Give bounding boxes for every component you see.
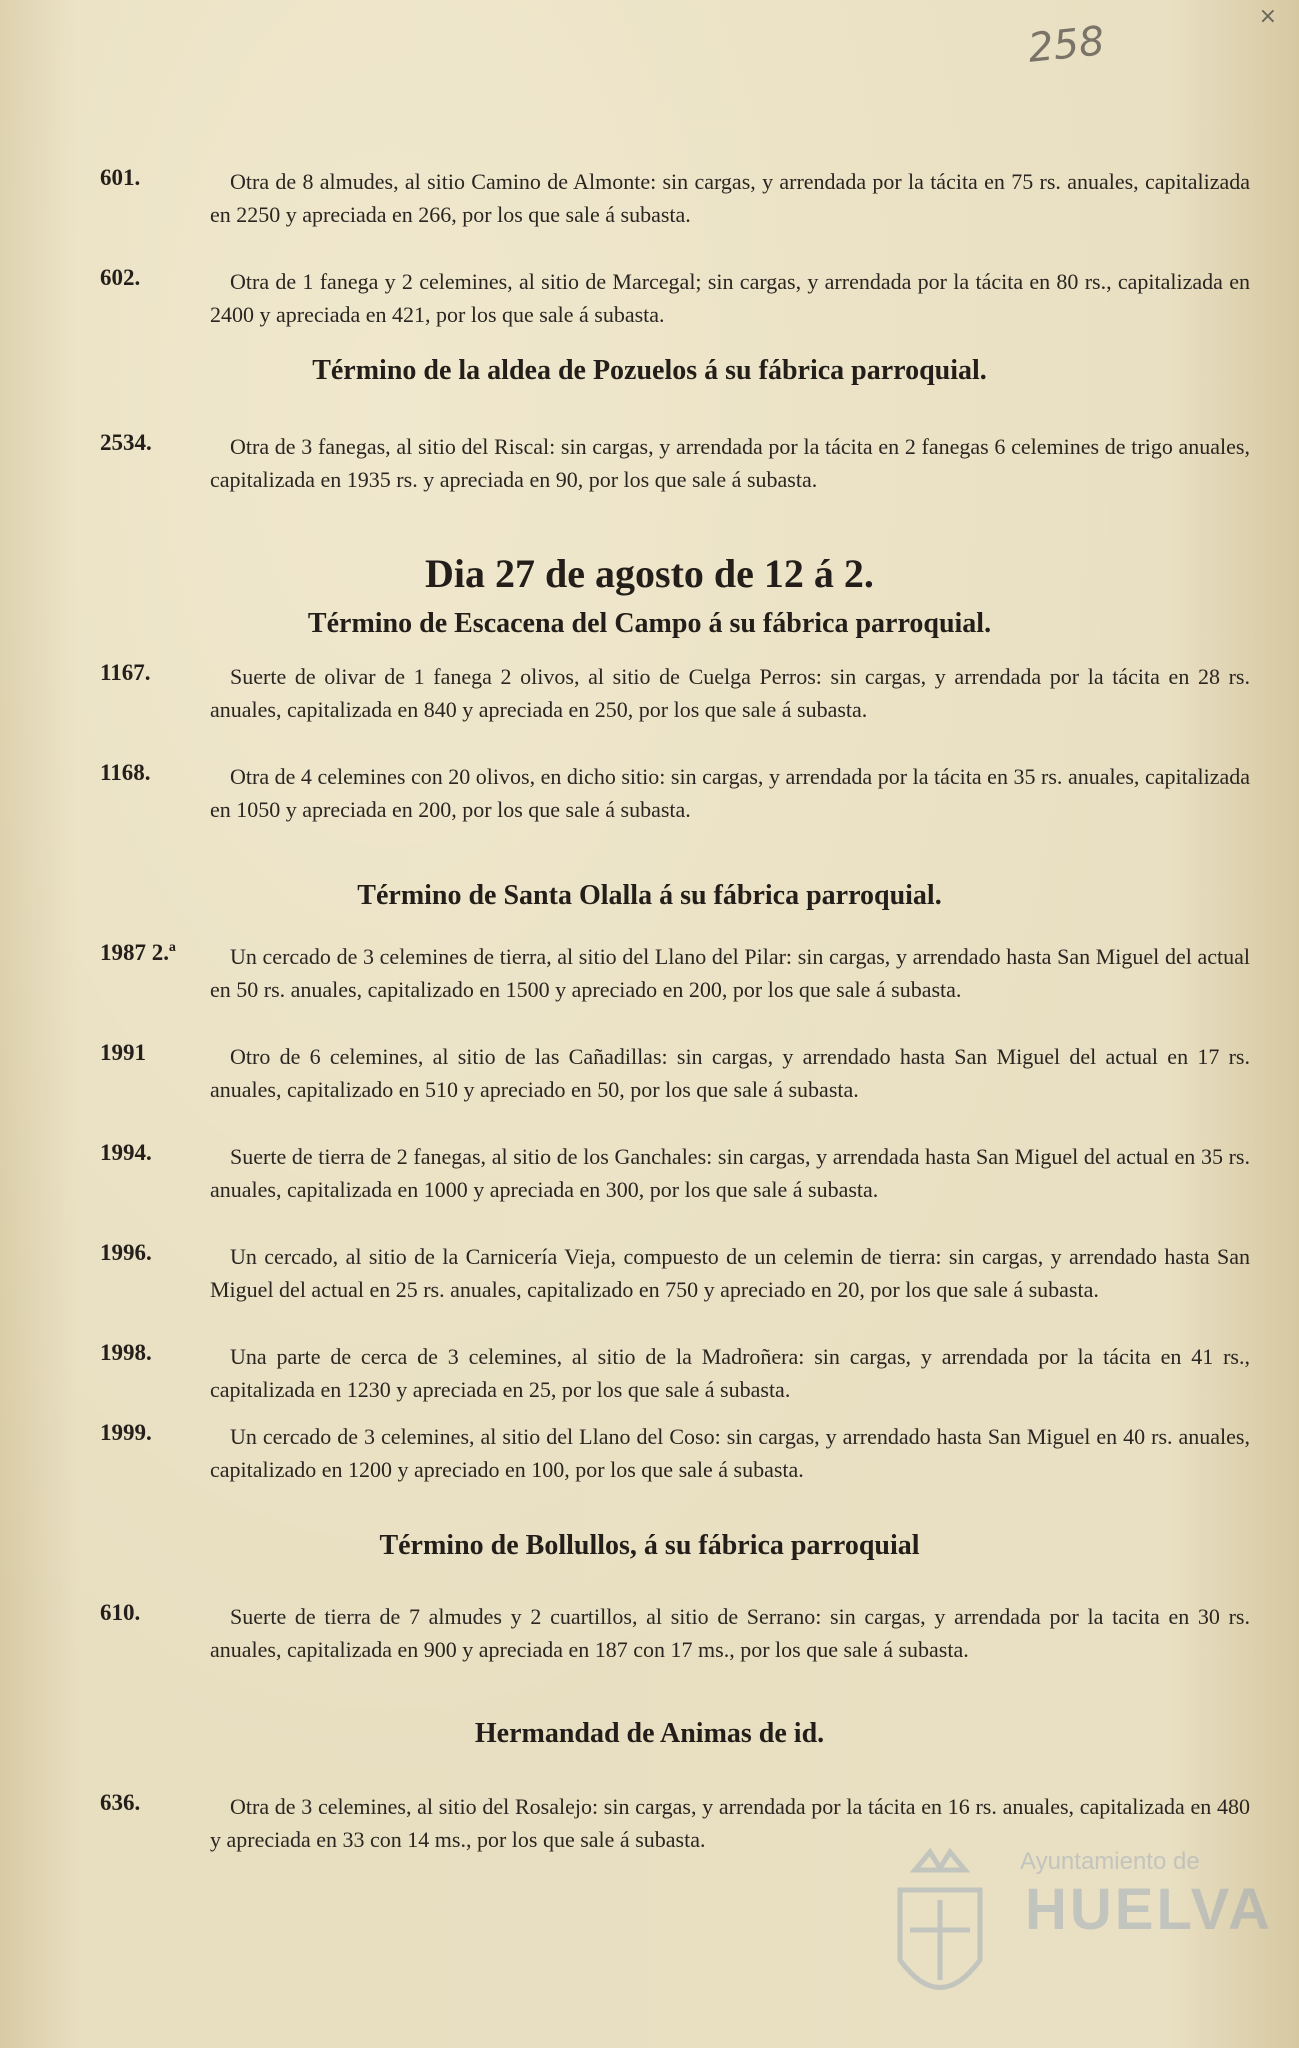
entry-number: 636. [100, 1790, 141, 1815]
entry-1994 [100, 1140, 1260, 1206]
heading-hermandad: Hermandad de Animas de id. [474, 1718, 825, 1749]
handwritten-page-number: 258 [1025, 18, 1107, 72]
heading-bollullos: Término de Bollullos, á su fábrica parroquial [379, 1530, 920, 1561]
watermark-line2: HUELVA [1025, 1877, 1273, 1942]
corner-mark: × [1258, 4, 1277, 29]
entry-number: 1998. [100, 1340, 152, 1365]
entry-number: 1996. [100, 1240, 152, 1265]
entry-number: 1999. [100, 1420, 152, 1445]
entry-number: 2534. [100, 430, 152, 455]
heading-escacena: Término de Escacena del Campo á su fábrica parroquial. [307, 608, 992, 639]
entry-1167 [100, 660, 1260, 726]
entry-610 [100, 1600, 1260, 1666]
entry-text: Otro de 6 celemines, al sitio de las Cañadillas: sin cargas, y arrendado hasta San Miguel del actual en 17 rs. anuales, capitalizado en 510 y apreciado en 50, por los que sale á subasta. [210, 1044, 1250, 1102]
huelva-watermark [880, 1840, 1273, 2030]
entry-number: 610. [100, 1600, 141, 1625]
entry-text: Suerte de olivar de 1 fanega 2 olivos, al sitio de Cuelga Perros: sin cargas, y arrendada por la tácita en 28 rs. anuales, capitalizada en 840 y apreciada en 250, por los que sale á subasta. [210, 664, 1250, 722]
watermark-line1: Ayuntamiento de [1020, 1848, 1200, 1875]
day-heading: Dia 27 de agosto de 12 á 2. [425, 551, 874, 596]
entry-text: Suerte de tierra de 2 fanegas, al sitio de los Ganchales: sin cargas, y arrendada hasta San Miguel del actual en 35 rs. anuales, capitalizada en 1000 y apreciada en 300, por los que sale á subasta. [210, 1144, 1250, 1202]
entry-602 [100, 265, 1260, 331]
entry-number: 602. [100, 265, 141, 290]
entry-2534 [100, 430, 1260, 496]
entry-601 [100, 165, 1260, 231]
entry-1991 [100, 1040, 1260, 1106]
entry-1996 [100, 1240, 1260, 1306]
entry-text: Un cercado, al sitio de la Carnicería Vieja, compuesto de un celemin de tierra: sin cargas, y arrendado hasta San Miguel del actual en 25 rs. anuales, capitalizado en 750 y apreciado en 20, por los que sale á subasta. [210, 1244, 1250, 1302]
entry-1168 [100, 760, 1260, 826]
heading-santa-olalla: Término de Santa Olalla á su fábrica parroquial. [357, 880, 942, 911]
coat-of-arms-icon [880, 1840, 1000, 2030]
entry-text: Otra de 4 celemines con 20 olivos, en dicho sitio: sin cargas, y arrendada por la tácita en 35 rs. anuales, capitalizada en 1050 y apreciada en 200, por los que sale á subasta. [210, 764, 1250, 822]
entry-text: Otra de 8 almudes, al sitio Camino de Almonte: sin cargas, y arrendada por la tácita en 75 rs. anuales, capitalizada en 2250 y apreciada en 266, por los que sale á subasta. [210, 169, 1250, 227]
entry-1999 [100, 1420, 1260, 1486]
entry-1987 [100, 940, 1260, 1006]
entry-number: 1987 2.ª [100, 940, 176, 965]
entry-number: 1167. [100, 660, 151, 685]
entry-number: 601. [100, 165, 141, 190]
entry-1998 [100, 1340, 1260, 1406]
entry-number: 1168. [100, 760, 151, 785]
entry-text: Una parte de cerca de 3 celemines, al sitio de la Madroñera: sin cargas, y arrendada por la tácita en 41 rs., capitalizada en 1230 y apreciada en 25, por los que sale á subasta. [210, 1344, 1250, 1402]
entry-text: Un cercado de 3 celemines, al sitio del Llano del Coso: sin cargas, y arrendado hasta San Miguel en 40 rs. anuales, capitalizado en 1200 y apreciado en 100, por los que sale á subasta. [210, 1424, 1250, 1482]
heading-pozuelos: Término de la aldea de Pozuelos á su fábrica parroquial. [312, 355, 987, 386]
entry-text: Suerte de tierra de 7 almudes y 2 cuartillos, al sitio de Serrano: sin cargas, y arrendada por la tacita en 30 rs. anuales, capitalizada en 900 y apreciada en 187 con 17 ms., por los que sale á subasta. [210, 1604, 1250, 1662]
entry-number: 1994. [100, 1140, 152, 1165]
entry-text: Otra de 3 celemines, al sitio del Rosalejo: sin cargas, y arrendada por la tácita en 16 rs. anuales, capitalizada en 480 y apreciada en 33 con 14 ms., por los que sale á subasta. [210, 1794, 1250, 1852]
entry-number: 1991 [100, 1040, 146, 1065]
entry-text: Un cercado de 3 celemines de tierra, al sitio del Llano del Pilar: sin cargas, y arrendado hasta San Miguel del actual en 50 rs. anuales, capitalizado en 1500 y apreciado en 200, por los que sale á subasta. [210, 944, 1250, 1002]
entry-text: Otra de 1 fanega y 2 celemines, al sitio de Marcegal; sin cargas, y arrendada por la tácita en 80 rs., capitalizada en 2400 y apreciada en 421, por los que sale á subasta. [210, 269, 1250, 327]
entry-text: Otra de 3 fanegas, al sitio del Riscal: sin cargas, y arrendada por la tácita en 2 fanegas 6 celemines de trigo anuales, capitalizada en 1935 rs. y apreciada en 90, por los que sale á subasta. [210, 434, 1250, 492]
